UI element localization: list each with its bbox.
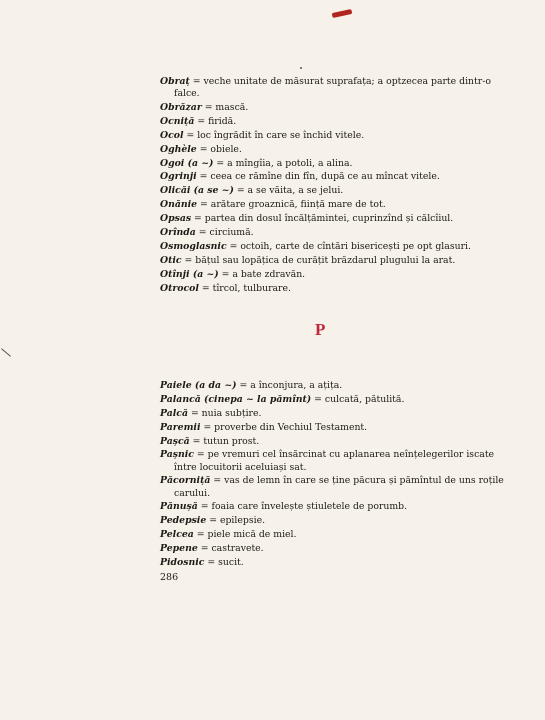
entry-definition: = veche unitate de măsurat suprafața; a optzecea parte dintr-o falce. (174, 76, 491, 100)
entry-definition: = castravete. (197, 543, 264, 555)
glossary-entry (160, 102, 504, 114)
entry-definition: = a bate zdravăn. (218, 268, 306, 280)
speck (300, 67, 302, 69)
entry-term: Palancă (cinepa ~ la pămînt) (160, 393, 312, 405)
glossary-entry (160, 76, 504, 100)
entry-definition: = foaia care învelește știuletele de porumb. (197, 501, 408, 513)
entry-term: Oghèle (160, 143, 197, 155)
margin-scratch (1, 348, 11, 356)
glossary-entry (160, 255, 504, 267)
entry-term: Ocol (160, 129, 184, 141)
entry-definition: = proverbe din Vechiul Testament. (200, 421, 368, 433)
entry-term: Pepene (160, 543, 198, 555)
glossary-entry (160, 199, 504, 211)
entry-definition: = nuia subțire. (187, 407, 262, 419)
entry-term: Otrocol (160, 282, 199, 294)
entry-definition: = arătare groaznică, ființă mare de tot. (197, 199, 386, 211)
glossary-entry (160, 241, 504, 253)
entry-definition: = a înconjura, a ațița. (236, 380, 343, 391)
entry-term: Olicăi (a se ~) (160, 185, 234, 197)
entry-term: Păcorniță (160, 475, 211, 487)
entry-definition: = firidă. (194, 115, 237, 127)
entry-definition: = bățul sau lopățica de curățit brăzdarul plugului la arat. (181, 254, 456, 266)
entry-term: Obraț (160, 76, 190, 87)
entry-term: Pidosnic (160, 556, 205, 568)
entry-term: Otic (160, 254, 182, 266)
glossary-entry (160, 158, 504, 170)
glossary-entry (160, 501, 504, 513)
entry-definition: = tîrcol, tulburare. (198, 282, 291, 294)
glossary-entry (160, 116, 504, 128)
glossary-entry (160, 144, 504, 156)
entry-term: Obrăzar (160, 101, 202, 113)
section-letter-p: P (315, 320, 326, 339)
entry-term: Orînda (160, 227, 196, 238)
glossary-entry (160, 394, 504, 406)
entry-term: Ocniță (160, 115, 195, 127)
entry-definition: = sucit. (204, 556, 244, 568)
glossary-entry (160, 422, 504, 434)
glossary-entry (160, 269, 504, 281)
entry-term: Palcă (160, 407, 188, 419)
glossary-entry (160, 557, 504, 569)
entry-term: Paremii (160, 421, 201, 433)
entry-term: Onănie (160, 199, 198, 211)
glossary-section-p (160, 380, 504, 571)
entry-term: Opsas (160, 213, 192, 225)
entry-term: Osmoglasnic (160, 240, 227, 252)
entry-term: Otînji (a ~) (160, 268, 219, 280)
glossary-entry (160, 408, 504, 420)
entry-term: Pedepsie (160, 515, 207, 527)
entry-definition: = piele mică de miel. (193, 529, 297, 541)
entry-definition: = octoih, carte de cîntări bisericești pe opt glasuri. (226, 240, 471, 252)
entry-definition: = a mîngîia, a potoli, a alina. (213, 157, 353, 169)
entry-definition: = ceea ce rămîne din fîn, după ce au mîncat vitele. (196, 171, 440, 183)
entry-definition: = obiele. (196, 143, 242, 155)
glossary-entry (160, 436, 504, 448)
entry-definition: = loc îngrădit în care se închid vitele. (183, 129, 365, 141)
entry-term: Paiele (a da ~) (160, 380, 237, 391)
glossary-entry (160, 543, 504, 555)
glossary-entry (160, 515, 504, 527)
glossary-entry (160, 227, 504, 239)
glossary-entry (160, 449, 504, 473)
glossary-entry (160, 213, 504, 225)
entry-term: Ogoi (a ~) (160, 157, 214, 169)
entry-definition: = circiumă. (195, 227, 254, 238)
entry-definition: = a se văita, a se jelui. (233, 185, 344, 197)
entry-definition: = vas de lemn în care se ține păcura și pămîntul de uns roțile carului. (174, 475, 504, 499)
entry-definition: = partea din dosul încălțămintei, cuprinzînd și călcîiul. (191, 213, 454, 225)
glossary-entry (160, 283, 504, 295)
entry-term: Pașcă (160, 435, 190, 447)
entry-definition: = mască. (201, 101, 249, 113)
entry-definition: = culcată, pătulită. (311, 393, 405, 405)
entry-definition: = epilepsie. (206, 515, 266, 527)
entry-definition: = pe vremuri cel însărcinat cu aplanarea neînțelegerilor iscate între locuitorii aceluiași sat. (174, 449, 495, 473)
glossary-entry (160, 529, 504, 541)
glossary-entry (160, 380, 504, 392)
glossary-entry (160, 130, 504, 142)
glossary-entry (160, 171, 504, 183)
entry-term: Pașnic (160, 449, 194, 461)
entry-term: Pelcea (160, 529, 194, 541)
glossary-entry (160, 185, 504, 197)
entry-term: Pănușă (160, 501, 198, 513)
entry-definition: = tutun prost. (189, 435, 260, 447)
entry-term: Ogrinji (160, 171, 197, 183)
glossary-section-o (160, 76, 504, 296)
red-ink-mark (332, 9, 353, 18)
page-number: 286 (160, 572, 179, 583)
glossary-entry (160, 475, 504, 499)
